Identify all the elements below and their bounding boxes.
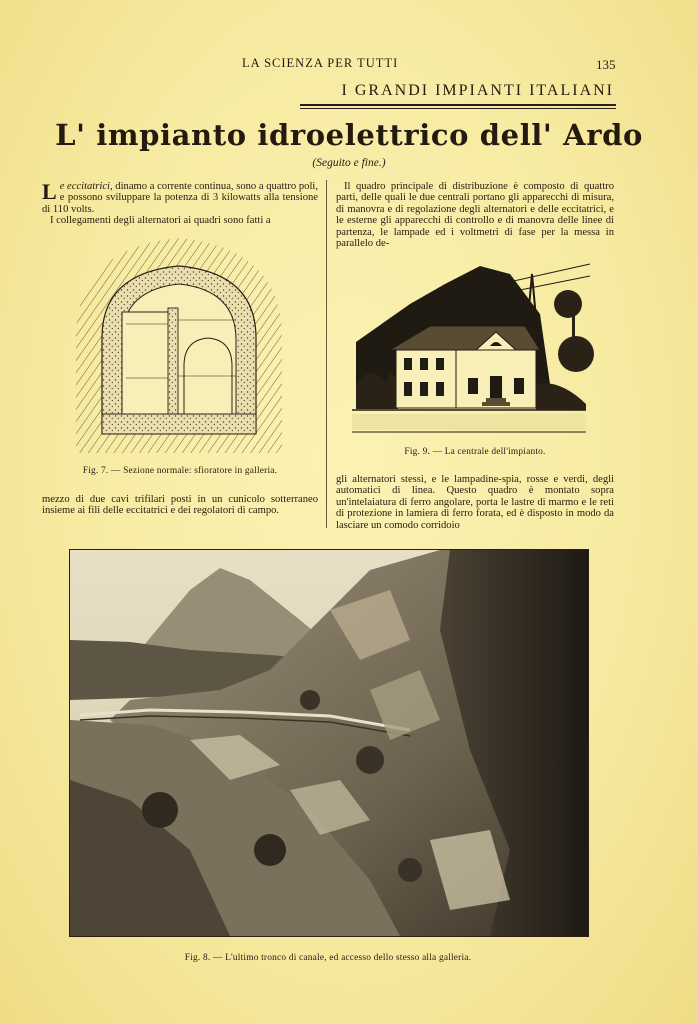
figure-9-power-station bbox=[350, 254, 594, 440]
section-heading: I GRANDI IMPIANTI ITALIANI bbox=[341, 82, 614, 99]
page-number: 135 bbox=[596, 57, 616, 72]
figure-7-tunnel-section bbox=[66, 228, 292, 458]
paragraph-alternatori: gli alternatori stessi, e le lampadine-spia, rosse e verdi, degli automatici di linea. Questo quadro è montato sopra un'intelaiatura di ferro angolare, porta le lastre di marmo e le reti di protezione in lamiera di ferro forata, ed è disposto in modo da lasciare un comodo corridoio bbox=[336, 474, 614, 531]
drop-cap: L bbox=[42, 179, 57, 204]
figure-7-caption: Fig. 7. — Sezione normale: sfioratore in galleria. bbox=[82, 466, 278, 476]
paragraph-text: dinamo a corrente continua, sono a quattro poli, e possono sviluppare la potenza di 3 kilowatts alla tensione di 110 volts. bbox=[42, 181, 318, 215]
right-column-bottom bbox=[336, 474, 614, 531]
intro-italic: e eccitatrici, bbox=[59, 181, 113, 192]
section-rule-thin bbox=[300, 108, 616, 109]
running-title: LA SCIENZA PER TUTTI bbox=[242, 56, 399, 70]
column-divider bbox=[326, 180, 327, 528]
paragraph-quadro: Il quadro principale di distribuzione è composto di quattro parti, delle quali le due centrali portano gli apparecchi di misura, di manovra e di regolazione degli alternatori e delle eccitatrici, e le esterne gli apparecchi di controllo e di manovra delle linee di partenza, le lampade ed i voltmetri di fase per la messa in parallelo de- bbox=[336, 181, 614, 250]
figure-9-caption: Fig. 9. — La centrale dell'impianto. bbox=[404, 447, 546, 457]
right-column-top bbox=[336, 181, 614, 249]
figure-8-photo bbox=[69, 549, 589, 937]
paragraph-eccitatrici bbox=[42, 181, 318, 215]
article-title: L' impianto idroelettrico dell' Ardo bbox=[55, 118, 643, 152]
paragraph-cavi: mezzo di due cavi trifilari posti in un cunicolo sotterraneo insieme ai fili delle eccitatrici e dei regolatori di campo. bbox=[42, 494, 318, 517]
left-column-bottom bbox=[42, 494, 318, 517]
article-subtitle: (Seguito e fine.) bbox=[312, 157, 386, 169]
figure-8-caption: Fig. 8. — L'ultimo tronco di canale, ed accesso dello stesso alla galleria. bbox=[184, 953, 472, 963]
canal-photo-illustration bbox=[70, 550, 588, 936]
left-column-top bbox=[42, 181, 318, 227]
section-rule bbox=[300, 104, 616, 106]
paragraph-collegamenti: I collegamenti degli alternatori ai quadri sono fatti a bbox=[50, 215, 271, 227]
